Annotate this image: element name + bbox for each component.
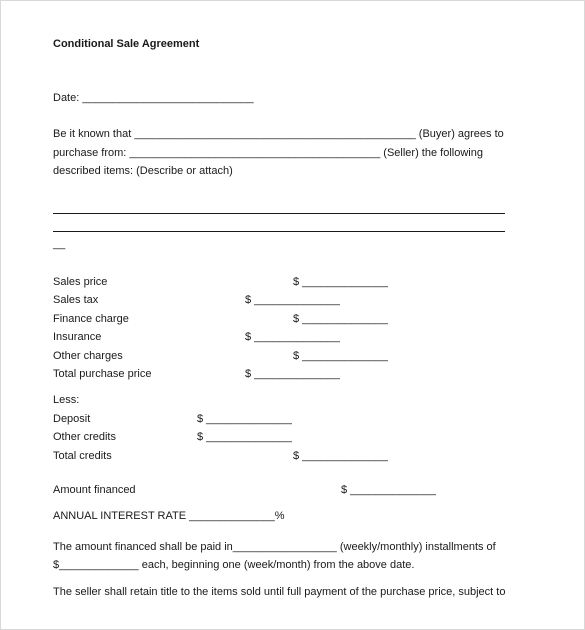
items-blank-tail: __ — [53, 238, 66, 250]
credit-label: Other credits — [53, 431, 116, 443]
cost-value: $ ______________ — [245, 368, 340, 380]
items-blank-line-2 — [53, 231, 505, 232]
cost-label: Insurance — [53, 331, 102, 343]
buyer-line: Be it known that ______________________________________________ (Buyer) agrees to — [53, 128, 504, 140]
cost-label: Other charges — [53, 350, 123, 362]
cost-value: $ ______________ — [293, 313, 388, 325]
cost-label: Sales tax — [53, 294, 99, 306]
seller-line: purchase from: _________________________________________ (Seller) the following — [53, 147, 483, 159]
installments-line-2: $_____________ each, beginning one (week/month) from the above date. — [53, 559, 415, 571]
installments-line-1: The amount financed shall be paid in_________________ (weekly/monthly) installments of — [53, 541, 496, 553]
cost-label: Sales price — [53, 276, 108, 288]
title-retention-line: The seller shall retain title to the items sold until full payment of the purchase price, subject to — [53, 586, 506, 598]
described-items-line: described items: (Describe or attach) — [53, 165, 233, 177]
interest-rate-line: ANNUAL INTEREST RATE ______________% — [53, 510, 285, 522]
less-heading: Less: — [53, 394, 80, 406]
credit-value: $ ______________ — [293, 450, 388, 462]
cost-value: $ ______________ — [293, 276, 388, 288]
credit-label: Deposit — [53, 413, 91, 425]
amount-financed-value: $ ______________ — [341, 484, 436, 496]
cost-value: $ ______________ — [293, 350, 388, 362]
cost-label: Finance charge — [53, 313, 129, 325]
document-title: Conditional Sale Agreement — [53, 38, 200, 50]
items-blank-line-1 — [53, 213, 505, 214]
date-line: Date: ____________________________ — [53, 92, 254, 104]
cost-value: $ ______________ — [245, 331, 340, 343]
cost-label: Total purchase price — [53, 368, 152, 380]
cost-value: $ ______________ — [245, 294, 340, 306]
amount-financed-label: Amount financed — [53, 484, 136, 496]
credit-value: $ ______________ — [197, 431, 292, 443]
credit-value: $ ______________ — [197, 413, 292, 425]
credit-label: Total credits — [53, 450, 112, 462]
